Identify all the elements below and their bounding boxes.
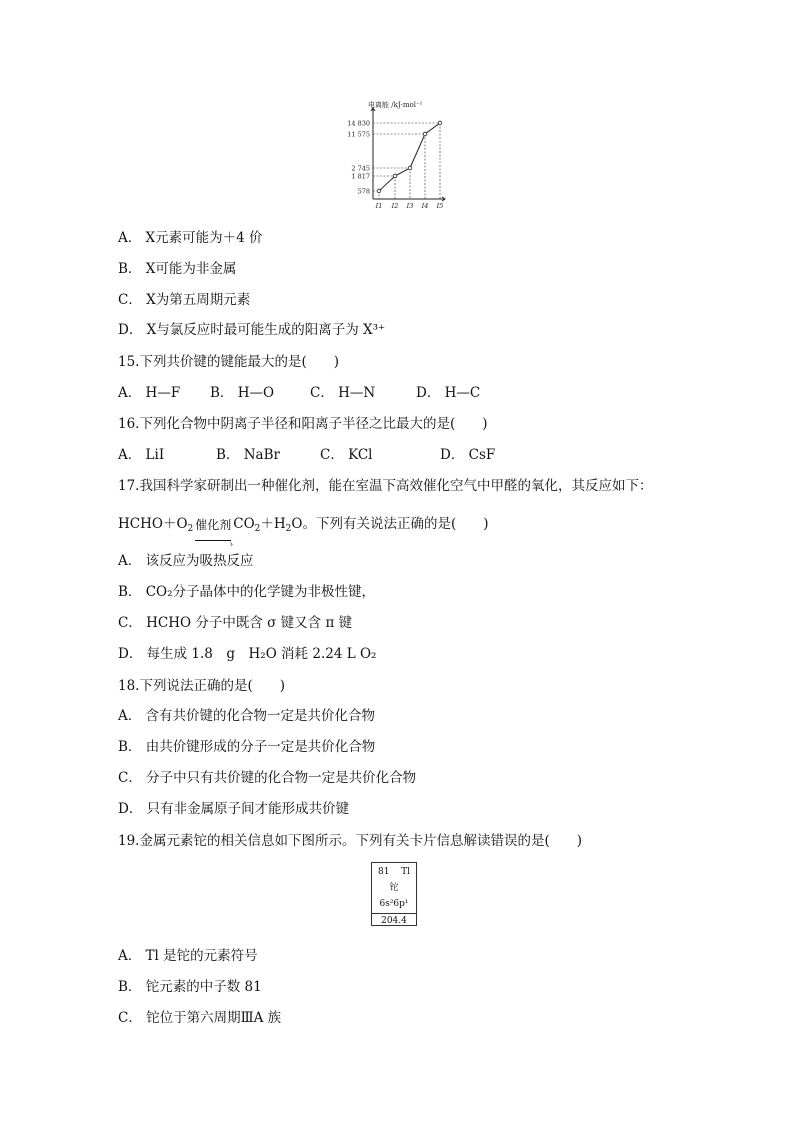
card-electron-config: 6s²6p¹ xyxy=(379,899,409,909)
y-tick-label: 1 817 xyxy=(351,172,370,181)
q17-option-c: C． HCHO 分子中既含 σ 键又含 π 键 xyxy=(118,615,353,631)
q17-option-a: A． 该反应为吸热反应 xyxy=(118,553,254,569)
data-point xyxy=(438,121,442,125)
q17-equation xyxy=(118,515,489,550)
q16-stem: 16.下列化合物中阴离子半径和阳离子半径之比最大的是( ) xyxy=(118,416,488,432)
q15-option-c: C． H—N xyxy=(310,385,376,401)
q16-option-d: D． CsF xyxy=(440,447,496,463)
card-atomic-number: 81 xyxy=(378,867,390,877)
q15-options xyxy=(118,384,480,402)
x-tick-label: I1 xyxy=(375,202,383,210)
data-point xyxy=(377,189,381,193)
q15-option-d: D． H—C xyxy=(416,385,481,401)
arrow-line xyxy=(195,540,231,541)
q17-eq-tail: ＋H xyxy=(260,516,286,532)
data-point xyxy=(408,166,412,170)
q17-eq-sub2: 2 xyxy=(254,524,261,534)
q17-eq-sub3: 2 xyxy=(285,524,292,534)
x-tick-label: I3 xyxy=(406,202,414,210)
q14-option-a: A． X元素可能为＋4 价 xyxy=(118,230,263,246)
q19-option-a: A． Tl 是铊的元素符号 xyxy=(118,948,258,964)
data-point xyxy=(423,132,427,136)
element-card-thallium xyxy=(371,862,417,926)
y-tick-label: 2 745 xyxy=(351,164,370,173)
q14-option-b: B． X可能为非金属 xyxy=(118,261,237,277)
q17-eq-sub1: 2 xyxy=(187,524,194,534)
q18-option-d: D． 只有非金属原子间才能形成共价键 xyxy=(118,801,350,817)
y-tick-label: 14 830 xyxy=(347,119,370,128)
data-point xyxy=(393,174,397,178)
q18-stem: 18.下列说法正确的是( ) xyxy=(118,678,286,694)
q15-option-b: B． H—O xyxy=(210,385,275,401)
y-axis-label: 电离能 /kJ·mol⁻¹ xyxy=(368,101,423,109)
q17-stem: 17.我国科学家研制出一种催化剂，能在室温下高效催化空气中甲醛的氧化，其反应如下： xyxy=(118,478,653,494)
q17-eq-end: O。下列有关说法正确的是( ) xyxy=(291,516,489,532)
q18-option-c: C． 分子中只有共价键的化合物一定是共价化合物 xyxy=(118,770,417,786)
q17-eq-right: CO xyxy=(233,516,255,532)
x-tick-label: I5 xyxy=(436,202,444,210)
x-tick-label: I2 xyxy=(391,202,399,210)
card-atomic-mass: 204.4 xyxy=(372,913,416,926)
q15-option-a: A． H—F xyxy=(118,385,181,401)
q18-option-b: B． 由共价键形成的分子一定是共价化合物 xyxy=(118,739,376,755)
arrow-head-icon: › xyxy=(229,540,234,550)
card-symbol: Tl xyxy=(401,867,410,877)
y-tick-label: 11 575 xyxy=(347,130,370,139)
y-tick-label: 578 xyxy=(357,187,370,196)
ionization-energy-chart xyxy=(333,100,453,214)
q14-option-d: D． X与氯反应时最可能生成的阳离子为 X³⁺ xyxy=(118,322,386,338)
q16-option-b: B． NaBr xyxy=(216,447,280,463)
q14-option-c: C． X为第五周期元素 xyxy=(118,292,251,308)
q19-stem: 19.金属元素铊的相关信息如下图所示。下列有关卡片信息解读错误的是( ) xyxy=(118,833,583,849)
card-name: 铊 xyxy=(389,883,399,893)
q17-catalyst: 催化剂 xyxy=(195,518,232,532)
q17-option-d: D． 每生成 1.8 g H₂O 消耗 2.24 L O₂ xyxy=(118,646,377,662)
q16-option-c: C． KCl xyxy=(320,447,373,463)
q17-eq-left: HCHO＋O xyxy=(118,516,188,532)
q19-option-b: B． 铊元素的中子数 81 xyxy=(118,979,262,995)
q16-option-a: A． LiI xyxy=(118,447,165,463)
q18-option-a: A． 含有共价键的化合物一定是共价化合物 xyxy=(118,708,376,724)
q17-option-b: B． CO₂分子晶体中的化学键为非极性键， xyxy=(118,584,376,600)
q19-option-c: C． 铊位于第六周期ⅢA 族 xyxy=(118,1010,282,1026)
x-tick-label: I4 xyxy=(421,202,429,210)
q16-options xyxy=(118,446,495,464)
q15-stem: 15.下列共价键的键能最大的是( ) xyxy=(118,354,340,370)
series-line xyxy=(379,123,440,191)
